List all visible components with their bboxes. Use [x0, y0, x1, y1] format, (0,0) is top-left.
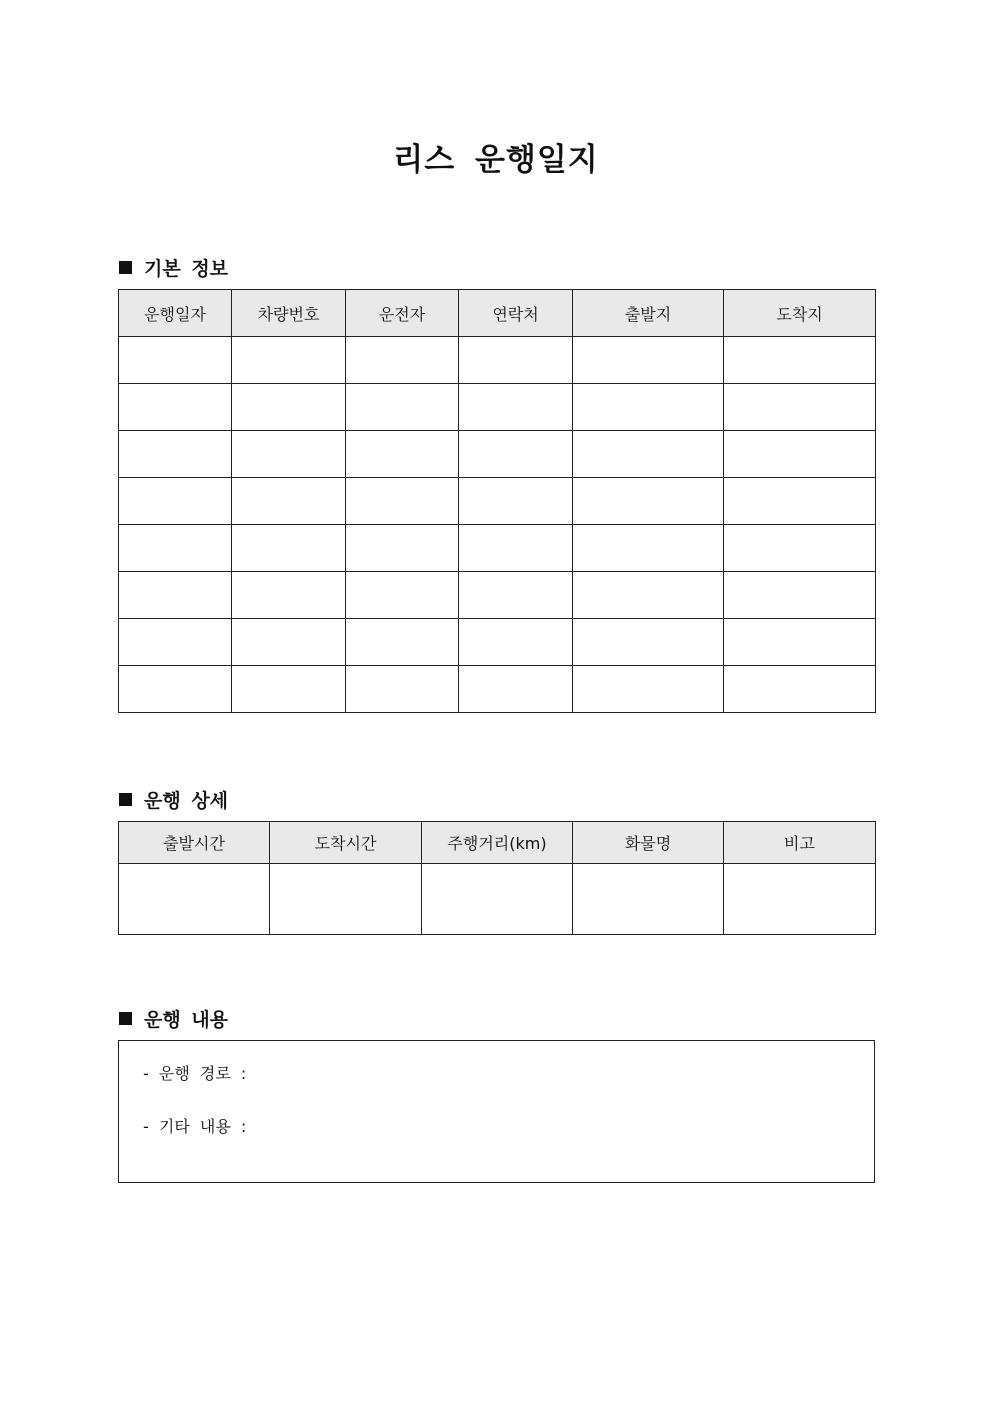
square-bullet-icon: [119, 793, 132, 806]
table-cell[interactable]: [459, 337, 573, 384]
table-cell[interactable]: [346, 572, 459, 619]
column-header-arrival: 도착지: [724, 290, 876, 337]
table-header-row: [119, 290, 876, 337]
table-cell[interactable]: [232, 384, 346, 431]
table-cell[interactable]: [573, 478, 724, 525]
table-cell[interactable]: [573, 431, 724, 478]
table-cell[interactable]: [270, 864, 422, 935]
section-heading-basic-label: 기본 정보: [144, 258, 229, 280]
section-heading-content-label: 운행 내용: [144, 1009, 229, 1031]
table-cell[interactable]: [346, 478, 459, 525]
table-cell[interactable]: [346, 384, 459, 431]
table-cell[interactable]: [459, 525, 573, 572]
table-row: [119, 619, 876, 666]
table-cell[interactable]: [724, 666, 876, 713]
table-cell[interactable]: [459, 431, 573, 478]
table-cell[interactable]: [232, 619, 346, 666]
table-cell[interactable]: [119, 864, 270, 935]
column-header-remarks: 비고: [724, 822, 876, 864]
table-cell[interactable]: [724, 619, 876, 666]
table-cell[interactable]: [573, 864, 724, 935]
column-header-driver: 운전자: [346, 290, 459, 337]
table-cell[interactable]: [724, 431, 876, 478]
table-cell[interactable]: [119, 337, 232, 384]
column-header-cargo: 화물명: [573, 822, 724, 864]
table-cell[interactable]: [573, 337, 724, 384]
table-cell[interactable]: [119, 525, 232, 572]
other-label: - 기타 내용 :: [143, 1117, 247, 1136]
table-row: [119, 431, 876, 478]
table-cell[interactable]: [119, 431, 232, 478]
section-heading-detail-label: 운행 상세: [144, 790, 229, 812]
table-cell[interactable]: [573, 619, 724, 666]
table-cell[interactable]: [119, 572, 232, 619]
detail-table: [118, 821, 876, 935]
table-cell[interactable]: [573, 384, 724, 431]
section-heading-content: [119, 1005, 228, 1032]
table-cell[interactable]: [459, 384, 573, 431]
table-cell[interactable]: [573, 572, 724, 619]
table-cell[interactable]: [119, 666, 232, 713]
column-header-departure: 출발지: [573, 290, 724, 337]
section-heading-basic: [119, 254, 228, 281]
table-cell[interactable]: [119, 619, 232, 666]
table-cell[interactable]: [459, 572, 573, 619]
table-cell[interactable]: [724, 384, 876, 431]
table-cell[interactable]: [119, 384, 232, 431]
table-cell[interactable]: [232, 431, 346, 478]
table-cell[interactable]: [422, 864, 573, 935]
section-heading-detail: [119, 786, 228, 813]
table-cell[interactable]: [232, 666, 346, 713]
table-cell[interactable]: [459, 666, 573, 713]
table-cell[interactable]: [346, 525, 459, 572]
table-cell[interactable]: [724, 478, 876, 525]
table-cell[interactable]: [459, 619, 573, 666]
square-bullet-icon: [119, 261, 132, 274]
table-cell[interactable]: [573, 525, 724, 572]
table-cell[interactable]: [724, 525, 876, 572]
column-header-date: 운행일자: [119, 290, 232, 337]
table-cell[interactable]: [724, 337, 876, 384]
column-header-departure-time: 출발시간: [119, 822, 270, 864]
column-header-arrival-time: 도착시간: [270, 822, 422, 864]
table-cell[interactable]: [724, 864, 876, 935]
table-header-row: [119, 822, 876, 864]
table-cell[interactable]: [346, 431, 459, 478]
table-cell[interactable]: [573, 666, 724, 713]
table-row: [119, 525, 876, 572]
basic-info-table: [118, 289, 876, 713]
table-row: [119, 666, 876, 713]
table-cell[interactable]: [724, 572, 876, 619]
content-box[interactable]: [118, 1040, 875, 1183]
table-cell[interactable]: [232, 572, 346, 619]
table-row: [119, 384, 876, 431]
table-row: [119, 478, 876, 525]
column-header-vehicle-number: 차량번호: [232, 290, 346, 337]
table-cell[interactable]: [232, 478, 346, 525]
table-cell[interactable]: [119, 478, 232, 525]
table-cell[interactable]: [459, 478, 573, 525]
table-row: [119, 337, 876, 384]
table-cell[interactable]: [346, 337, 459, 384]
table-row: [119, 572, 876, 619]
route-label: - 운행 경로 :: [143, 1064, 247, 1083]
square-bullet-icon: [119, 1012, 132, 1025]
column-header-distance: 주행거리(km): [422, 822, 573, 864]
table-cell[interactable]: [232, 525, 346, 572]
table-cell[interactable]: [346, 619, 459, 666]
table-cell[interactable]: [232, 337, 346, 384]
table-cell[interactable]: [346, 666, 459, 713]
column-header-contact: 연락처: [459, 290, 573, 337]
page-title: 리스 운행일지: [393, 142, 599, 178]
table-row: [119, 864, 876, 935]
